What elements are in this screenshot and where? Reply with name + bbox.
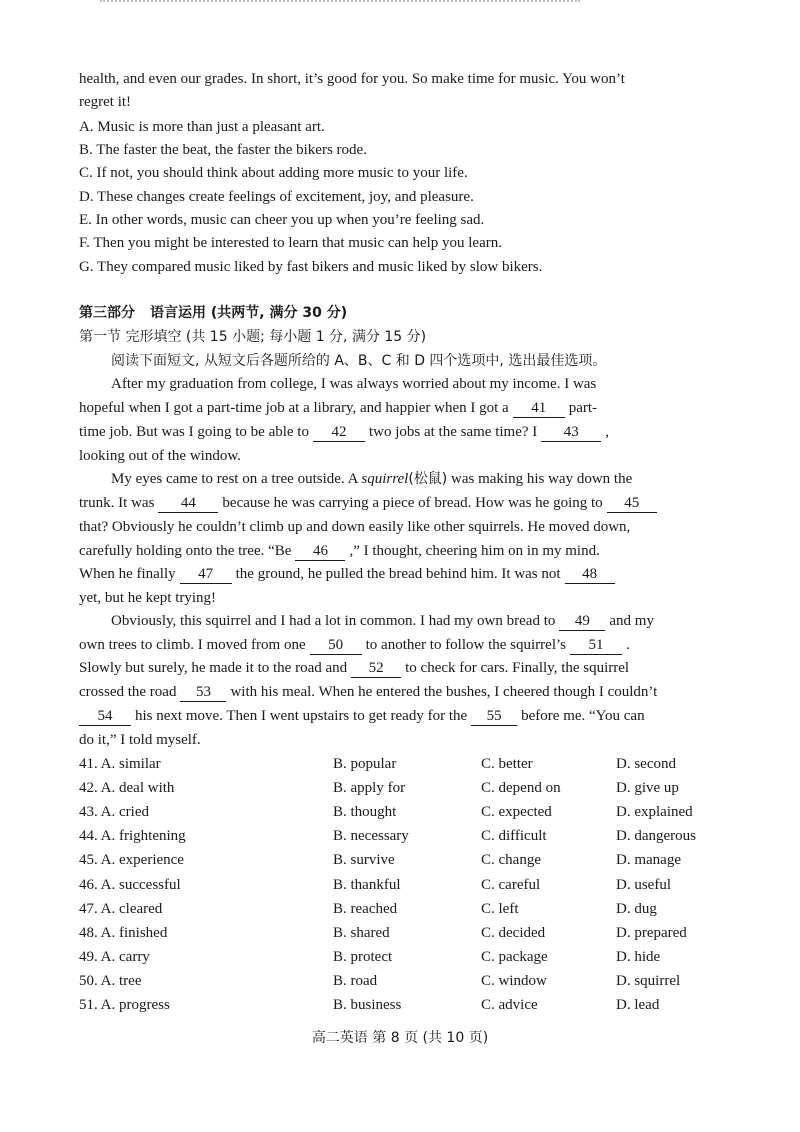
cloze-p2-line-1: My eyes came to rest on a tree outside. A squirrel(松鼠) was making his way down the <box>111 471 633 487</box>
part-label: 第三部分 <box>79 305 135 321</box>
option-a: A. Music is more than just a pleasant art. <box>79 119 325 135</box>
cloze-p1-line-2: hopeful when I got a part-time job at a library, and happier when I got a 41 part- <box>79 400 598 416</box>
cloze-p3-line-4: crossed the road 53 with his meal. When he entered the bushes, I cheered though I couldn’t <box>79 684 658 700</box>
cloze-p1-line-3: time job. But was I going to be able to 42 two jobs at the same time? I 43 , <box>79 424 610 440</box>
passage-end-line-1: health, and even our grades. In short, it’s good for you. So make time for music. You won’t <box>79 71 625 87</box>
section-heading <box>79 302 347 324</box>
cut-off-header-remnant <box>100 0 580 8</box>
option-f: F. Then you might be interested to learn that music can help you learn. <box>79 235 502 251</box>
blank-49: 49 <box>559 612 605 631</box>
part-title: 语言运用 (共两节, 满分 30 分) <box>150 305 348 321</box>
cloze-p3-line-5: 54 his next move. Then I went upstairs to get ready for the 55 before me. “You can <box>79 705 645 727</box>
option-e: E. In other words, music can cheer you up when you’re feeling sad. <box>79 212 485 228</box>
blank-45: 45 <box>607 494 657 513</box>
subsection-title: 第一节 完形填空 (共 15 小题; 每小题 1 分, 满分 15 分) <box>79 329 427 345</box>
squirrel-word: squirrel <box>361 471 409 487</box>
cloze-p2-line-2: trunk. It was 44 because he was carrying a piece of bread. How was he going to 45 <box>79 492 661 514</box>
blank-51: 51 <box>570 636 622 655</box>
blank-47: 47 <box>180 565 232 584</box>
blank-54: 54 <box>79 707 131 726</box>
blank-44: 44 <box>158 494 218 513</box>
option-c: C. If not, you should think about adding more music to your life. <box>79 165 468 181</box>
cloze-p1-line-4: looking out of the window. <box>79 448 241 464</box>
option-b: B. The faster the beat, the faster the bikers rode. <box>79 142 367 158</box>
blank-42: 42 <box>313 423 365 442</box>
blank-46: 46 <box>295 542 345 561</box>
cloze-p2-line-3: that? Obviously he couldn’t climb up and down easily like other squirrels. He moved down, <box>79 519 631 535</box>
cloze-p3-line-1: Obviously, this squirrel and I had a lot in common. I had my own bread to 49 and my <box>111 613 654 629</box>
option-g: G. They compared music liked by fast bikers and music liked by slow bikers. <box>79 259 543 275</box>
exam-page: health, and even our grades. In short, it’s good for you. So make time for music. You won’t regret it! A. Music is more than just a pleasant art. B. The faster the beat, the faster the bikers rode. C. If not, you should think about adding more music to your life. D. These changes create feelings of excitement, joy, and pleasure. E. In other words, music can cheer you up when you’re feeling sad. F. Then you might be interested to learn that music can help you learn. G. They compared music liked by fast bikers and music liked by slow bikers. 第三部分 语言运用 (共两节, 满分 30 分) 第一节 完形填空 (共 15 小题; 每小题 1 分, 满分 15 分) 阅读下面短文, 从短文后各题所给的 A、B、C 和 D 四个选项中, 选出最佳选项。 After my graduation from college, I was always worried about my income. I was hopeful when I got a part-time job at a library, and happier when I got a 41 part- time job. But was I going to be able to 42 two jobs at the same time? I 43 , looking out of the window. My eyes came to rest on a tree outside. A squirrel(松鼠) was making his way down the trunk. It was 44 because he was carrying a piece of bread. How was he going to 45 that? Obviously he couldn’t climb up and down easily like other squirrels. He moved down, carefully holding onto the tree. “Be 46 ,” I thought, cheering him on in my mind. When he finally 47 the ground, he pulled the bread behind him. It was not 48 yet, but he kept trying! Obviously, this squirrel and I had a lot in common. I had my own bread to 49 and my own trees to climb. I moved from one 50 to another to follow the squirrel’s 51 . Slowly but surely, he made it to the road and 52 to check for cars. Finally, the squirrel crossed the road 53 with his meal. When he entered the bushes, I cheered though I couldn’t 54 his next move. Then I went upstairs to get ready for the 55 before me. “You can do it,” I told myself. 41. A. similar B. popular C. better D. second 42. A. deal with B. apply for C. depend on D. give up 43. A. cried B. thought C. expected D. explained 44. A. frightening B. necessary C. difficult D. dangerous 45. A. experience B. survive C. change D. manage 46. A. successful B. thankful C. careful D. useful 47. A. cleared B. reached C. left D. dug 48. A. finished B. shared C. decided D. prepared 49. A. carry B. protect C. package D. hide 50. A. tree B. road C. window D. squirrel 51. A. progress B. business C. advice D. lead 高二英语 第 8 页 (共 10 页) <box>0 0 800 1132</box>
cloze-p2-line-5: When he finally 47 the ground, he pulled the bread behind him. It was not 48 <box>79 563 619 585</box>
cloze-p3-line-2: own trees to climb. I moved from one 50 to another to follow the squirrel’s 51 . <box>79 637 630 653</box>
blank-52: 52 <box>351 659 401 678</box>
blank-50: 50 <box>310 636 362 655</box>
passage-end-line-2: regret it! <box>79 94 132 110</box>
cloze-p1-line-1: After my graduation from college, I was always worried about my income. I was <box>111 376 597 392</box>
blank-55: 55 <box>471 707 517 726</box>
cloze-p3-line-3: Slowly but surely, he made it to the road and 52 to check for cars. Finally, the squirrel <box>79 660 630 676</box>
option-d: D. These changes create feelings of excitement, joy, and pleasure. <box>79 189 474 205</box>
cloze-p2-line-4: carefully holding onto the tree. “Be 46 ,” I thought, cheering him on in my mind. <box>79 543 600 559</box>
cloze-p3-line-6: do it,” I told myself. <box>79 732 201 748</box>
blank-43: 43 <box>541 423 601 442</box>
blank-53: 53 <box>180 683 226 702</box>
instruction: 阅读下面短文, 从短文后各题所给的 A、B、C 和 D 四个选项中, 选出最佳选项。 <box>111 353 607 369</box>
cloze-p2-line-6: yet, but he kept trying! <box>79 590 217 606</box>
blank-41: 41 <box>513 399 565 418</box>
blank-48: 48 <box>565 565 615 584</box>
page-footer: 高二英语 第 8 页 (共 10 页) <box>311 1030 489 1046</box>
